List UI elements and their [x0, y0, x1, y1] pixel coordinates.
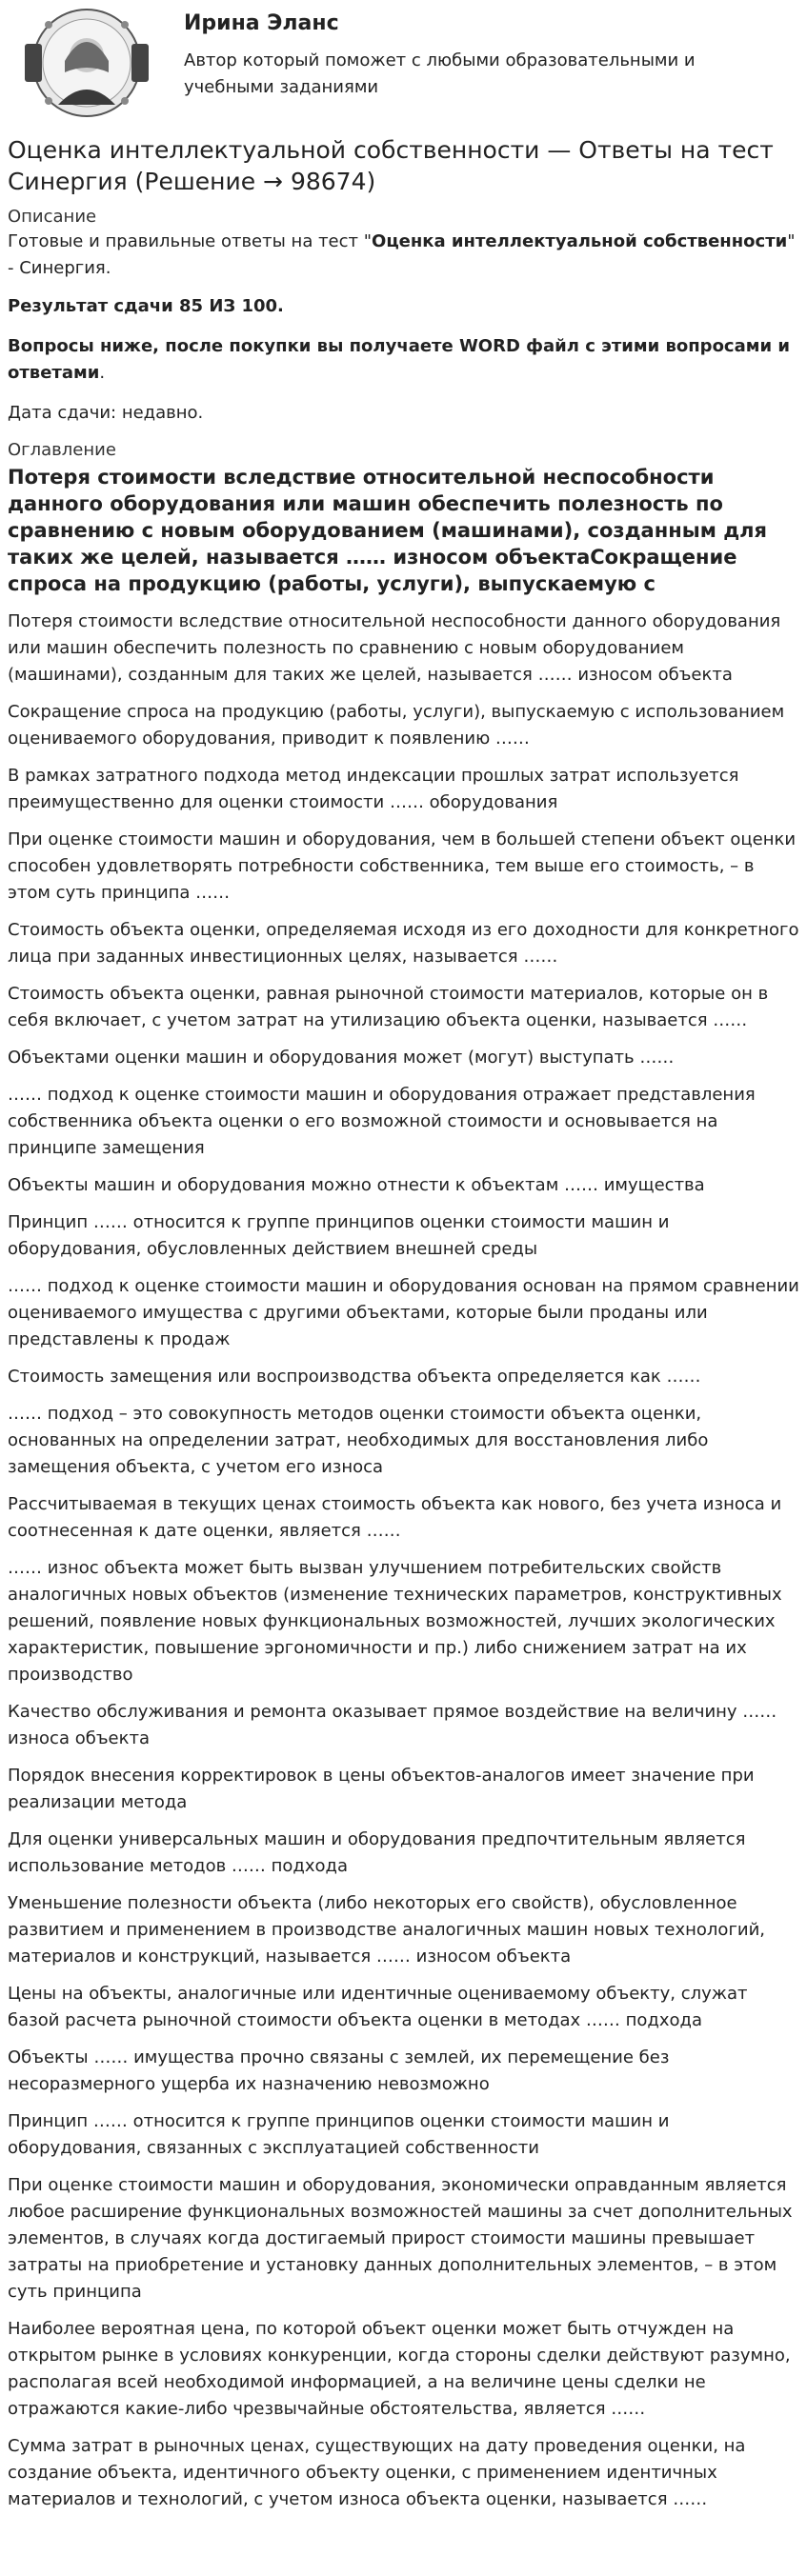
question-item: Для оценки универсальных машин и оборудования предпочтительным является использование методов …… подхода — [8, 1829, 746, 1876]
author-card — [8, 0, 799, 129]
question-item: При оценке стоимости машин и оборудования, чем в большей степени объект оценки способен удовлетворять потребности собственника, тем выше его стоимость, – в этом суть принципа …… — [8, 829, 797, 903]
question-item: Цены на объекты, аналогичные или идентичные оцениваемому объекту, служат базой расчета рыночной стоимости объекта оценки в методах …… подхода — [8, 1984, 748, 2030]
question-item: Сумма затрат в рыночных ценах, существующих на дату проведения оценки, на создание объекта, идентичного объекту оценки, с применением идентичных материалов и технологий, с учетом износа объекта оценки, называется …… — [8, 2436, 746, 2509]
question-item: Принцип …… относится к группе принципов оценки стоимости машин и оборудования, связанных с эксплуатацией собственности — [8, 2111, 670, 2158]
avatar — [15, 6, 158, 120]
question-item: Стоимость объекта оценки, равная рыночной стоимости материалов, которые он в себя включает, с учетом затрат на утилизацию объекта оценки, называется …… — [8, 984, 769, 1030]
question-item: В рамках затратного подхода метод индексации прошлых затрат используется преимущественно для оценки стоимости …… оборудования — [8, 766, 739, 812]
question-item: Уменьшение полезности объекта (либо некоторых его свойств), обусловленное развитием и применением в производстве аналогичных машин новых технологий, материалов и конструкций, называется …… износом объекта — [8, 1893, 766, 1967]
question-item: Объектами оценки машин и оборудования может (могут) выступать …… — [8, 1048, 675, 1068]
author-description: Автор который поможет с любыми образовательными и учебными заданиями — [184, 50, 696, 97]
description-text — [8, 229, 799, 282]
question-item: …… подход – это совокупность методов оценки стоимости объекта оценки, основанных на определении затрат, необходимых для восстановления либо замещения объекта, с учетом его износа — [8, 1404, 709, 1477]
question-item: Наиболее вероятная цена, по которой объект оценки может быть отчужден на открытом рынке в условиях конкуренции, когда стороны сделки действуют разумно, располагая всей необходимой информацией, а на величине цены сделки не отражаются какие-либо чрезвычайные обстоятельства, является …… — [8, 2319, 791, 2419]
question-item: Принцип …… относится к группе принципов оценки стоимости машин и оборудования, обусловленных действием внешней среды — [8, 1212, 670, 1259]
question-item: Стоимость замещения или воспроизводства объекта определяется как …… — [8, 1367, 701, 1387]
toc-lead: Потеря стоимости вследствие относительной неспособности данного оборудования или машин обеспечить полезность по сравнению с новым оборудованием (машинами), созданным для таких же целей, называется …… износом объектаСокращение спроса на продукцию (работы, услуги), выпускаемую с — [8, 466, 768, 595]
result-text: Результат сдачи 85 ИЗ 100. — [8, 296, 284, 316]
question-item: Объекты машин и оборудования можно отнести к объектам …… имущества — [8, 1175, 705, 1195]
description-suffix: " - Синергия. — [8, 231, 796, 278]
description-prefix: Готовые и правильные ответы на тест " — [8, 231, 373, 251]
question-item: …… подход к оценке стоимости машин и оборудования отражает представления собственника объекта оценки о его возможной стоимости и основывается на принципе замещения — [8, 1085, 756, 1158]
question-list — [8, 609, 799, 2513]
question-item: Потеря стоимости вследствие относительной неспособности данного оборудования или машин обеспечить полезность по сравнению с новым оборудованием (машинами), созданным для таких же целей, называется …… износом объекта — [8, 611, 781, 685]
page-title: Оценка интеллектуальной собственности — Ответы на тест Синергия (Решение → 98674) — [8, 136, 774, 195]
question-item: Рассчитываемая в текущих ценах стоимость объекта как нового, без учета износа и соотнесенная к дате оценки, является …… — [8, 1494, 782, 1541]
purchase-note-suffix: . — [99, 363, 106, 383]
question-item: …… подход к оценке стоимости машин и оборудования основан на прямом сравнении оцениваемого имущества с другими объектами, которые были проданы или представлены к продаж — [8, 1276, 799, 1349]
author-name[interactable]: Ирина Эланс — [184, 11, 339, 35]
question-item: Порядок внесения корректировок в цены объектов-аналогов имеет значение при реализации метода — [8, 1766, 755, 1812]
question-item: Объекты …… имущества прочно связаны с землей, их перемещение без несоразмерного ущерба их назначению невозможно — [8, 2047, 670, 2094]
question-item: Сокращение спроса на продукцию (работы, услуги), выпускаемую с использованием оцениваемого оборудования, приводит к появлению …… — [8, 702, 785, 749]
description-label: Описание — [8, 207, 97, 227]
submission-date: Дата сдачи: недавно. — [8, 403, 204, 423]
toc-label: Оглавление — [8, 440, 116, 460]
description-test-name: Оценка интеллектуальной собственности — [372, 231, 788, 251]
purchase-note-bold: Вопросы ниже, после покупки вы получаете WORD файл с этими вопросами и ответами — [8, 336, 790, 383]
purchase-note — [8, 333, 799, 387]
question-item: …… износ объекта может быть вызван улучшением потребительских свойств аналогичных новых объектов (изменение технических параметров, конструктивных решений, появление новых функциональных возможностей, лучших экологических характеристик, повышение эргономичности и пр.) либо снижением затрат на их производство — [8, 1558, 782, 1685]
question-item: Стоимость объекта оценки, определяемая исходя из его доходности для конкретного лица при заданных инвестиционных целях, называется …… — [8, 920, 799, 967]
question-item: Качество обслуживания и ремонта оказывает прямое воздействие на величину …… износа объекта — [8, 1702, 777, 1748]
question-item: При оценке стоимости машин и оборудования, экономически оправданным является любое расширение функциональных возможностей машины за счет дополнительных элементов, в случаях когда достигаемый прирост стоимости машины превышает затраты на приобретение и установку данных дополнительных элементов, – в этом суть принципа — [8, 2175, 793, 2302]
